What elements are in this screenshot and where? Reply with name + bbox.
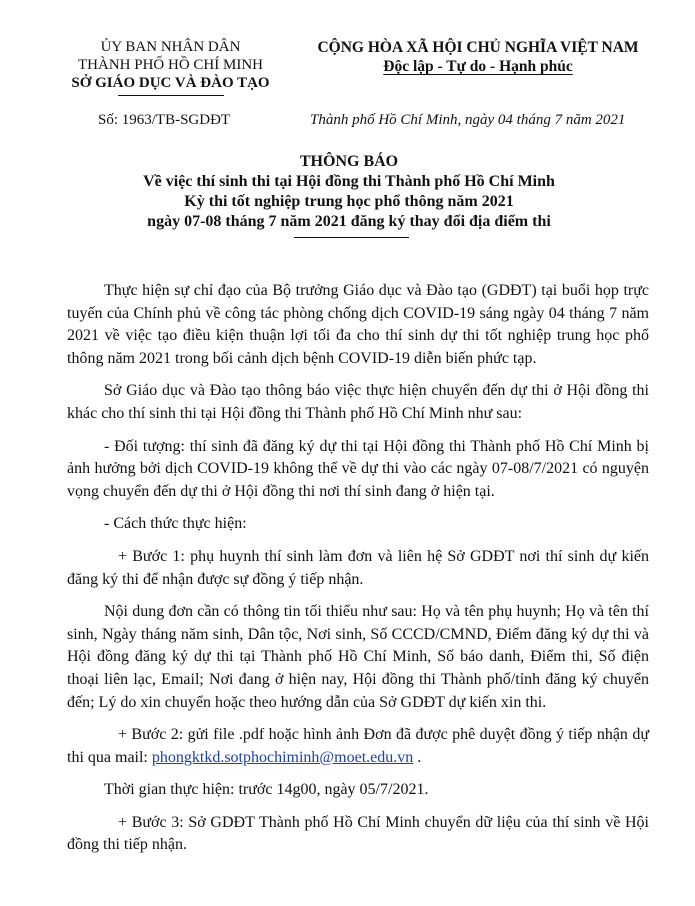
document-title — [80, 152, 618, 232]
national-title: CỘNG HÒA XÃ HỘI CHỦ NGHĨA VIỆT NAM — [317, 39, 639, 56]
paragraph-3: - Đối tượng: thí sinh đã đăng ký dự thi tại Hội đồng thi Thành phố Hồ Chí Minh bị ảnh hưởng bởi dịch COVID-19 không thể về dự thi vào các ngày 07-08/7/2021 có nguyện vọng chuyển đến dự thi ở Hội đồng thi nơi thí sinh đang ở hiện tại. — [67, 437, 649, 500]
issuing-authority — [58, 38, 283, 92]
paragraph-4: - Cách thức thực hiện: — [104, 515, 247, 533]
paragraph-step-2 — [67, 724, 649, 769]
authority-line-1: ỦY BAN NHÂN DÂN — [100, 39, 241, 55]
national-motto: Độc lập - Tự do - Hạnh phúc — [383, 58, 573, 75]
authority-line-3: SỞ GIÁO DỤC VÀ ĐÀO TẠO — [71, 75, 270, 91]
step-2-end: . — [413, 748, 422, 766]
title-line-1: THÔNG BÁO — [299, 153, 399, 170]
title-divider — [294, 237, 409, 238]
authority-line-2: THÀNH PHỐ HỒ CHÍ MINH — [78, 57, 263, 73]
paragraph-step-3: + Bước 3: Sở GDĐT Thành phố Hồ Chí Minh chuyển dữ liệu của thí sinh về Hội đồng thi tiếp nhận. — [67, 813, 649, 854]
paragraph-step-1: + Bước 1: phụ huynh thí sinh làm đơn và liên hệ Sở GDĐT nơi thí sinh dự kiến đăng ký thi để nhận được sự đồng ý tiếp nhận. — [67, 547, 649, 588]
title-line-2: Về việc thí sinh thi tại Hội đồng thi Thành phố Hồ Chí Minh — [143, 173, 555, 190]
national-header — [300, 38, 656, 76]
paragraph-1: Thực hiện sự chỉ đạo của Bộ trưởng Giáo dục và Đào tạo (GDĐT) tại buổi họp trực tuyến của Chính phủ về công tác phòng chống dịch COVID-19 sáng ngày 04 tháng 7 năm 2021 về việc tạo điều kiện thuận lợi tối đa cho thí sinh dự thi tốt nghiệp trung học phổ thông năm 2021 trong bối cảnh dịch bệnh COVID-19 diễn biến phức tạp. — [67, 282, 649, 367]
document-body — [67, 280, 649, 867]
step-2-text: + Bước 2: gửi file .pdf hoặc hình ảnh Đơn đã được phê duyệt đồng ý tiếp nhận dự thi qua mail: — [67, 726, 649, 766]
title-line-4: ngày 07-08 tháng 7 năm 2021 đăng ký thay đổi địa điểm thi — [147, 213, 551, 230]
email-link[interactable]: phongktkd.sotphochiminh@moet.edu.vn — [151, 748, 414, 766]
title-line-3: Kỳ thi tốt nghiệp trung học phổ thông năm 2021 — [184, 193, 514, 210]
document-number: Số: 1963/TB-SGDĐT — [98, 112, 231, 128]
paragraph-form-content: Nội dung đơn cần có thông tin tối thiểu như sau: Họ và tên phụ huynh; Họ và tên thí sinh, Ngày tháng năm sinh, Dân tộc, Nơi sinh, Số CCCD/CMND, Điểm đăng ký dự thi và Hội đồng đăng ký dự thi tại Thành phố Hồ Chí Minh, Số báo danh, Điểm thi, Số điện thoại liên lạc, Email; Nơi đang ở hiện nay, Hội đồng thi Thành phố/tỉnh đăng ký chuyển đến; Lý do xin chuyển hoặc theo hướng dẫn của Sở GDĐT dự kiến xin thi. — [67, 603, 649, 711]
paragraph-deadline: Thời gian thực hiện: trước 14g00, ngày 05/7/2021. — [104, 781, 429, 799]
paragraph-2: Sở Giáo dục và Đào tạo thông báo việc thực hiện chuyển đến dự thi ở Hội đồng thi khác cho thí sinh thi tại Hội đồng thi Thành phố Hồ Chí Minh như sau: — [67, 382, 649, 422]
document-date: Thành phố Hồ Chí Minh, ngày 04 tháng 7 năm 2021 — [310, 112, 626, 128]
authority-divider — [118, 95, 224, 96]
